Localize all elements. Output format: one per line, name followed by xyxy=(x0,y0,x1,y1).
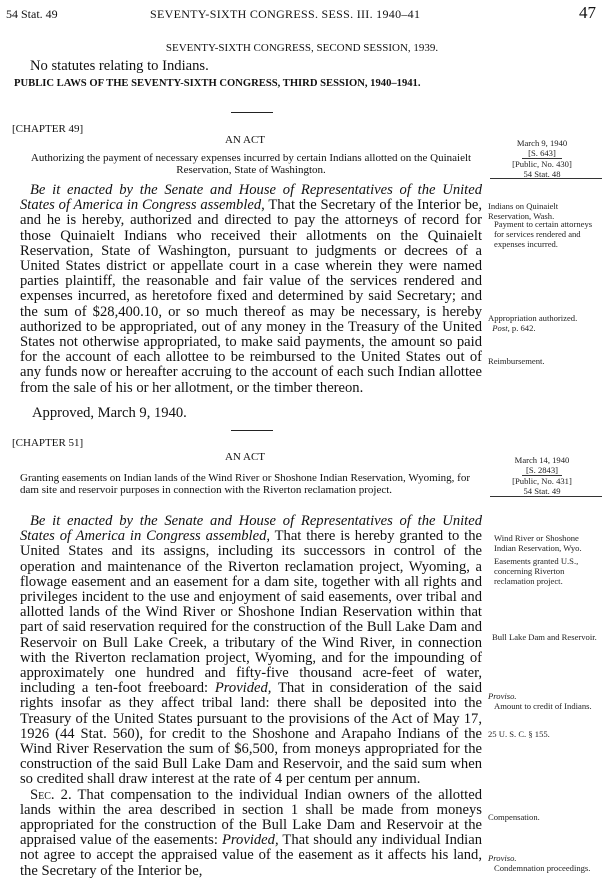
chapter-51-label: [CHAPTER 51] xyxy=(12,437,84,449)
enacting-clause: Be it enacted by the Senate and House of Representatives of the United States of America in Congress assembled, xyxy=(20,513,482,545)
margin-note: 25 U. S. C. § 155. xyxy=(488,729,550,739)
running-head: SEVENTY-SIXTH CONGRESS. SESS. III. 1940–41 xyxy=(150,7,421,21)
margin-note: Wind River or Shoshone Indian Reservation, Wyo. xyxy=(494,533,582,553)
approval-date: Approved, March 9, 1940. xyxy=(32,405,187,421)
stat-citation: 54 Stat. 48 xyxy=(523,169,561,179)
enacting-clause: Be it enacted by the Senate and House of Representatives of the United States of America in Congress assembled, xyxy=(20,182,482,214)
margin-note: Proviso. Condemnation proceedings. xyxy=(488,853,591,873)
margin-note: Payment to certain attorneys for services rendered and expenses incurred. xyxy=(494,219,593,249)
chapter-51-sidenote-citation xyxy=(486,455,598,496)
chapter-51-body xyxy=(20,514,482,879)
body-text: That in consideration of the said rights insofar as they affect tribal land: there shall be deposited into the Treasury of the United States pursuant to the provisions of the Act of May 17, 1926 (44 Stat. 560), for credit to the Shoshone and Arapaho Indians of the Wind River Reservation the sum of $6,500, from moneys appropriated for the construction of the said Bull Lake Dam and Reservoir, and the said sum when so credited shall draw interest at the rate of 4 per centum per annum. xyxy=(20,680,483,788)
body-text: That compensation to the individual Indian owners of the allotted lands within the area described in section 1 shall be made from moneys appropriated for the construction of the Bull Lake Dam and Reservoir at the appraised value of the easements: xyxy=(20,786,482,849)
third-session-heading: PUBLIC LAWS OF THE SEVENTY-SIXTH CONGRESS, THIRD SESSION, 1940–1941. xyxy=(14,78,421,89)
date-enacted: March 14, 1940 xyxy=(514,455,570,465)
body-text: That should any individual Indian not agree to accept the appraised value of the easement as it affects his land, the Secretary of the Interior be, xyxy=(20,832,482,879)
section-label: Sec. 2. xyxy=(30,786,72,803)
margin-note: Indians on Quinaielt Reservation, Wash. xyxy=(488,201,559,221)
bill-number: [S. 643] xyxy=(486,148,598,159)
page-number: 47 xyxy=(579,3,596,22)
proviso-label: Provided, xyxy=(222,832,279,849)
second-session-heading: SEVENTY-SIXTH CONGRESS, SECOND SESSION, 1939. xyxy=(165,42,439,54)
chapter-49-body xyxy=(20,183,482,396)
divider xyxy=(231,430,273,431)
stat-citation: 54 Stat. 49 xyxy=(523,486,561,496)
date-enacted: March 9, 1940 xyxy=(516,138,568,148)
chapter-51-title: Granting easements on Indian lands of the Wind River or Shoshone Indian Reservation, Wyoming, for dam site and reservoir purposes in connection with the Riverton reclamation project. xyxy=(20,472,471,496)
public-law-number: [Public, No. 431] xyxy=(512,476,572,486)
margin-note: Reimbursement. xyxy=(488,356,545,366)
margin-note: Appropriation authorized. Post, p. 642. xyxy=(488,313,578,333)
chapter-49-an-act: AN ACT xyxy=(224,134,266,146)
body-text: That the Secretary of the Interior be, and he is hereby, authorized and directed to pay the attorneys of record for those Quinaielt Indians who received their allotments on the Quinaielt Reservation, State of Washington, pursuant to judgments or decrees of a United States district or appellate court in a case wherein they were named parties plaintiff, the reasonable and fair value of the services rendered and expenses incurred, as heretofore fixed and determined by said Secretary; and the sum of $28,400.10, or so much thereof as may be necessary, is hereby authorized to be appropriated, out of any money in the Treasury of the United States not otherwise appropriated, to make said payments, the amount so paid for the account of each allottee to be reimbursed to the United States out of any funds now or hereafter accruing to the account of each such Indian allottee from the sale of his or her allotment, or the timber thereon. xyxy=(20,197,482,396)
chapter-49-sidenote-citation xyxy=(486,138,598,179)
margin-note: Easements granted U.S., concerning Riverton reclamation project. xyxy=(494,556,579,586)
divider xyxy=(231,112,273,113)
body-text: That there is hereby granted to the United States and its assigns, including its successors in control of the operation and maintenance of the Riverton reclamation project, Wyoming, a flowage easement and an easement for a dam site, together with all rights and privileges incident to the use and enjoyment of said easements, over tribal and allotted lands of the Wind River or Shoshone Indian Reservation within that part of said reservation required for the construction of the Bull Lake Dam and Reservoir on Bull Lake Creek, a tributary of the Wind River, in connection with the Riverton reclamation project, Wyoming, and for the impounding of approximately one hundred and fifty-five thousand acre-feet of water, including a ten-foot freeboard: xyxy=(20,528,482,697)
margin-note: Bull Lake Dam and Reservoir. xyxy=(492,632,597,642)
chapter-49-title: Authorizing the payment of necessary expenses incurred by certain Indians allotted on the Quinaielt Reservation, State of Washington. xyxy=(30,152,472,176)
margin-note: Proviso. Amount to credit of Indians. xyxy=(488,691,592,711)
public-law-number: [Public, No. 430] xyxy=(512,159,572,169)
divider xyxy=(490,496,602,497)
bill-number: [S. 2843] xyxy=(486,465,598,476)
proviso-label: Provided, xyxy=(214,680,272,697)
chapter-49-label: [CHAPTER 49] xyxy=(12,123,84,135)
margin-note: Compensation. xyxy=(488,812,540,822)
divider xyxy=(490,178,602,179)
stat-reference: 54 Stat. 49 xyxy=(6,7,58,21)
chapter-51-an-act: AN ACT xyxy=(224,451,266,463)
no-statutes-note: No statutes relating to Indians. xyxy=(30,58,209,74)
